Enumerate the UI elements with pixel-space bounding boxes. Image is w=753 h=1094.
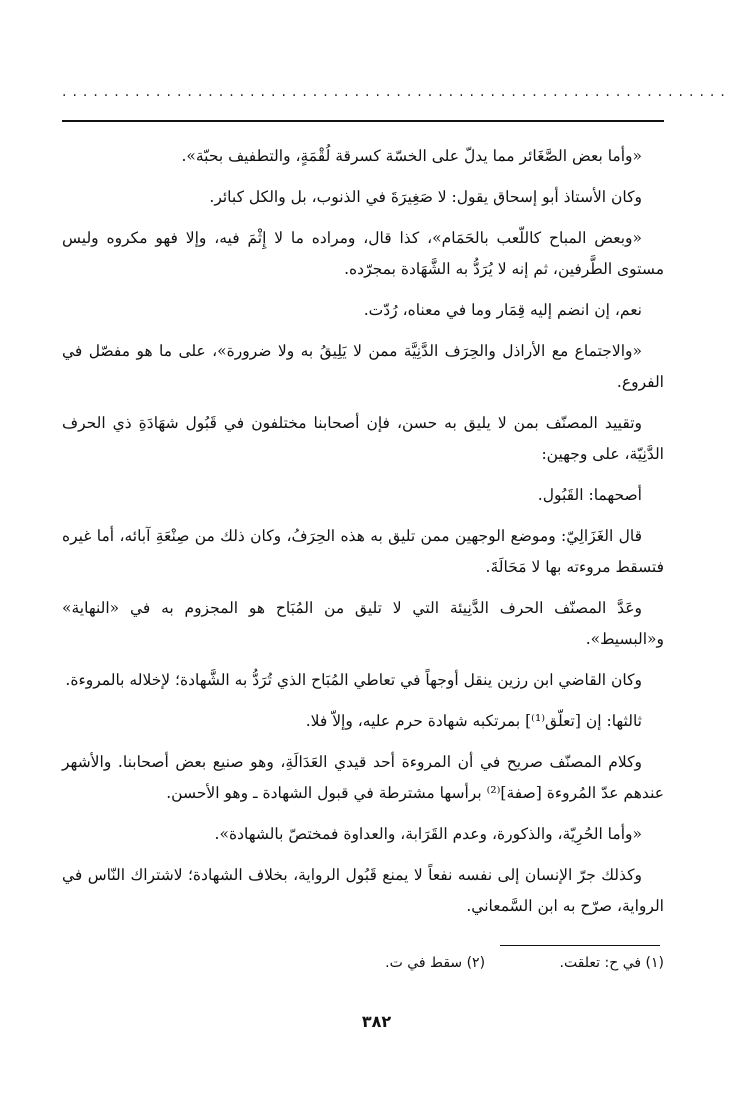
paragraph: قال الغَزَالِيّ: وموضع الوجهين ممن تليق به هذه الحِرَفُ، وكان ذلك من صِنْعَةِ آبائه، أما غيره فتسقط مروءته بها لا مَحَالَةَ. — [62, 527, 664, 576]
paragraph: «وبعض المباح كاللّعب بالحَمَام»، كذا قال، ومراده ما لا إِثْمَ فيه، وإلا فهو مكروه وليس مستوى الطَّرفين، ثم إنه لا يُرَدُّ به الشَّهَادة بمجرّده. — [62, 229, 664, 278]
paragraph: وكان الأستاذ أبو إسحاق يقول: لا صَغِيرَةَ في الذنوب، بل والكل كبائر. — [209, 188, 642, 206]
footnote-rule — [500, 945, 660, 946]
main-text — [62, 141, 664, 932]
paragraph: أصحهما: القَبُول. — [537, 486, 642, 504]
footnote-2: (٢) سقط في ت. — [385, 955, 486, 971]
paragraph: وكان القاضي ابن رزين ينقل أوجهاً في تعاطي المُبَاح الذي تُرَدُّ به الشَّهادة؛ لإخلاله بالمروءة. — [65, 671, 642, 689]
page-number: ٣٨٢ — [361, 1012, 392, 1031]
paragraph: «والاجتماع مع الأراذل والحِرَف الدَّنِيَّة ممن لا يَلِيقُ به ولا ضرورة»، على ما هو مفصّل في الفروع. — [62, 342, 664, 391]
header-rule — [62, 120, 664, 122]
dotted-header-line: ................................................................ — [62, 84, 731, 100]
paragraph: وكذلك جرّ الإنسان إلى نفسه نفعاً لا يمنع قَبُول الرواية، بخلاف الشهادة؛ لاشتراك النّاس في الرواية، صرّح به ابن السَّمعاني. — [62, 866, 664, 915]
paragraph: نعم، إن انضم إليه قِمَار وما في معناه، رُدّت. — [363, 301, 642, 319]
paragraph: وتقييد المصنّف بمن لا يليق به حسن، فإن أصحابنا مختلفون في قَبُول شهَادَةِ ذي الحرف الدَّنِيّة، على وجهين: — [62, 414, 664, 463]
paragraph: «وأما بعض الصَّغَائر مما يدلّ على الخسّة كسرقة لُقْمَةٍ، والتطفيف بحبّة». — [181, 147, 642, 165]
footnotes — [62, 952, 664, 974]
footnote-1: (١) في ح: تعلقت. — [559, 955, 664, 971]
paragraph: وعَدَّ المصنّف الحرف الدَّنِيئة التي لا تليق من المُبَاح هو المجزوم به في «النهاية» و«البسيط». — [62, 599, 664, 648]
paragraph: «وأما الحُرِيّة، والذكورة، وعدم القَرَابة، والعداوة فمختصّ بالشهادة». — [214, 825, 642, 843]
paragraph: ثالثها: إن [تعلّق⁽¹⁾] بمرتكبه شهادة حرم عليه، وإلاّ فلا. — [305, 712, 642, 730]
paragraph: وكلام المصنّف صريح في أن المروءة أحد قيدي العَدَالَةِ، وهو صنيع بعض أصحابنا. والأشهر عندهم عدّ المُروءة [صفة]⁽²⁾ برأسها مشترطة في قبول الشهادة ـ وهو الأحسن. — [62, 753, 664, 802]
